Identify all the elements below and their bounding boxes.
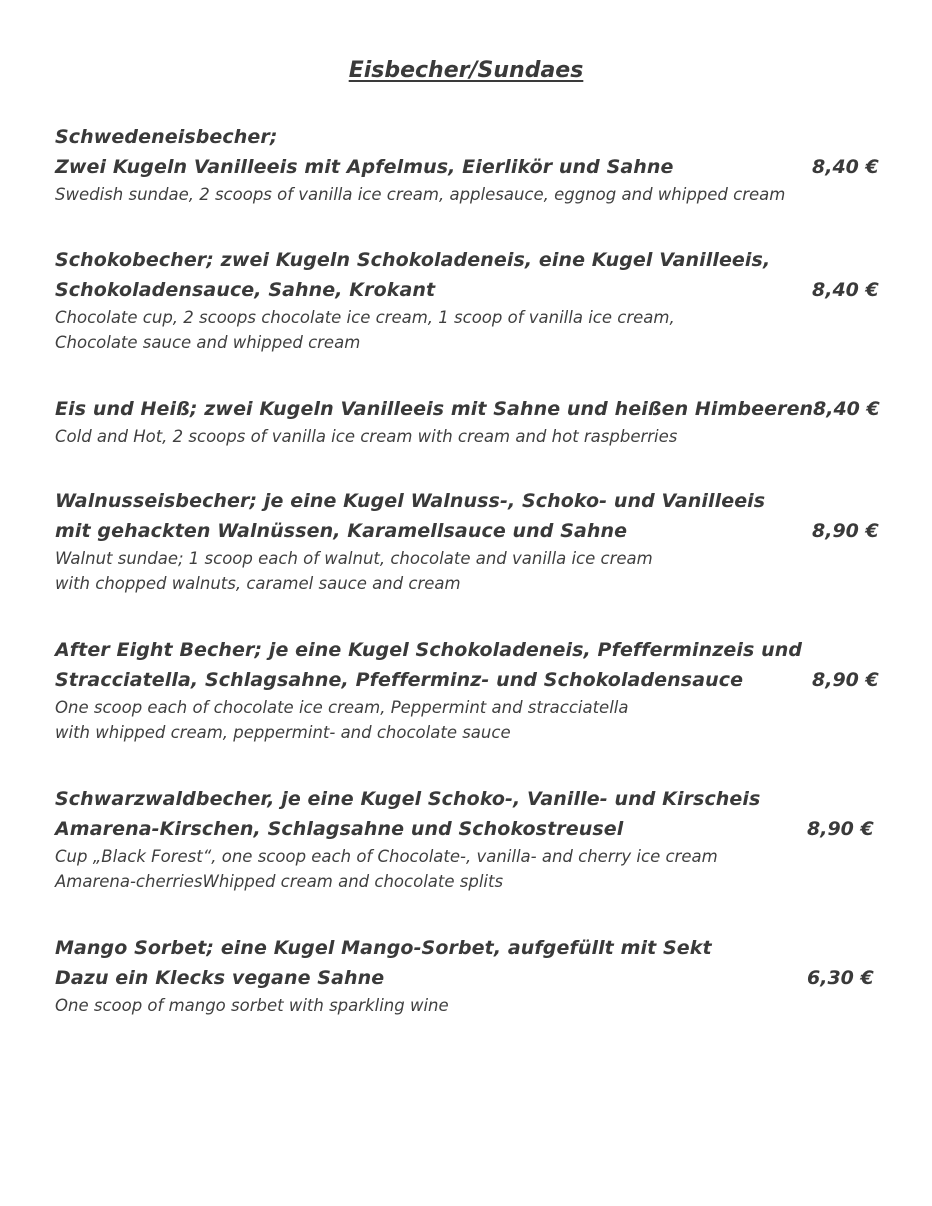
item-english-line: Chocolate cup, 2 scoops chocolate ice cream, 1 scoop of vanilla ice cream, [55,308,675,327]
item-price: 8,90 € [807,818,874,840]
item-german-line: Dazu ein Klecks vegane Sahne [55,967,385,989]
item-english-line: One scoop each of chocolate ice cream, Peppermint and stracciatella [55,698,629,717]
item-german-line: Amarena-Kirschen, Schlagsahne und Schokostreusel [55,818,624,840]
item-english-line: Cup „Black Forest“, one scoop each of Chocolate-, vanilla- and cherry ice cream [55,847,718,866]
item-english-line: Swedish sundae, 2 scoops of vanilla ice cream, applesauce, eggnog and whipped cream [55,185,786,204]
item-german-line: Schokoladensauce, Sahne, Krokant [55,279,436,301]
item-german-line: Schwedeneisbecher; [55,126,278,148]
item-german-line: Schokobecher; zwei Kugeln Schokoladeneis, eine Kugel Vanilleeis, [55,249,771,271]
item-english-line: Chocolate sauce and whipped cream [55,333,361,352]
item-german-line: Stracciatella, Schlagsahne, Pfefferminz- und Schokoladensauce [55,669,744,691]
item-german-line: Schwarzwaldbecher, je eine Kugel Schoko-, Vanille- und Kirscheis [55,788,761,810]
item-english-line: Amarena-cherriesWhipped cream and chocolate splits [55,872,504,891]
item-price: 8,40 € [812,156,879,178]
item-english-line: Cold and Hot, 2 scoops of vanilla ice cream with cream and hot raspberries [55,427,678,446]
item-german-line: Zwei Kugeln Vanilleeis mit Apfelmus, Eierlikör und Sahne [55,156,674,178]
menu-title: Eisbecher/Sundaes [348,58,584,83]
item-english-line: One scoop of mango sorbet with sparkling wine [55,996,449,1015]
item-price: 6,30 € [807,967,874,989]
item-german-line: mit gehackten Walnüssen, Karamellsauce und Sahne [55,520,628,542]
item-price: 8,90 € [812,669,879,691]
item-english-line: with chopped walnuts, caramel sauce and cream [55,574,461,593]
item-english-line: Walnut sundae; 1 scoop each of walnut, chocolate and vanilla ice cream [55,549,653,568]
item-price: 8,40 € [813,398,880,420]
item-german-line: Eis und Heiß; zwei Kugeln Vanilleeis mit Sahne und heißen Himbeeren [55,398,814,420]
item-price: 8,90 € [812,520,879,542]
item-german-line: Walnusseisbecher; je eine Kugel Walnuss-, Schoko- und Vanilleeis [55,490,766,512]
item-price: 8,40 € [812,279,879,301]
item-english-line: with whipped cream, peppermint- and chocolate sauce [55,723,511,742]
item-german-line: Mango Sorbet; eine Kugel Mango-Sorbet, aufgefüllt mit Sekt [55,937,712,959]
item-german-line: After Eight Becher; je eine Kugel Schokoladeneis, Pfefferminzeis und [55,639,803,661]
